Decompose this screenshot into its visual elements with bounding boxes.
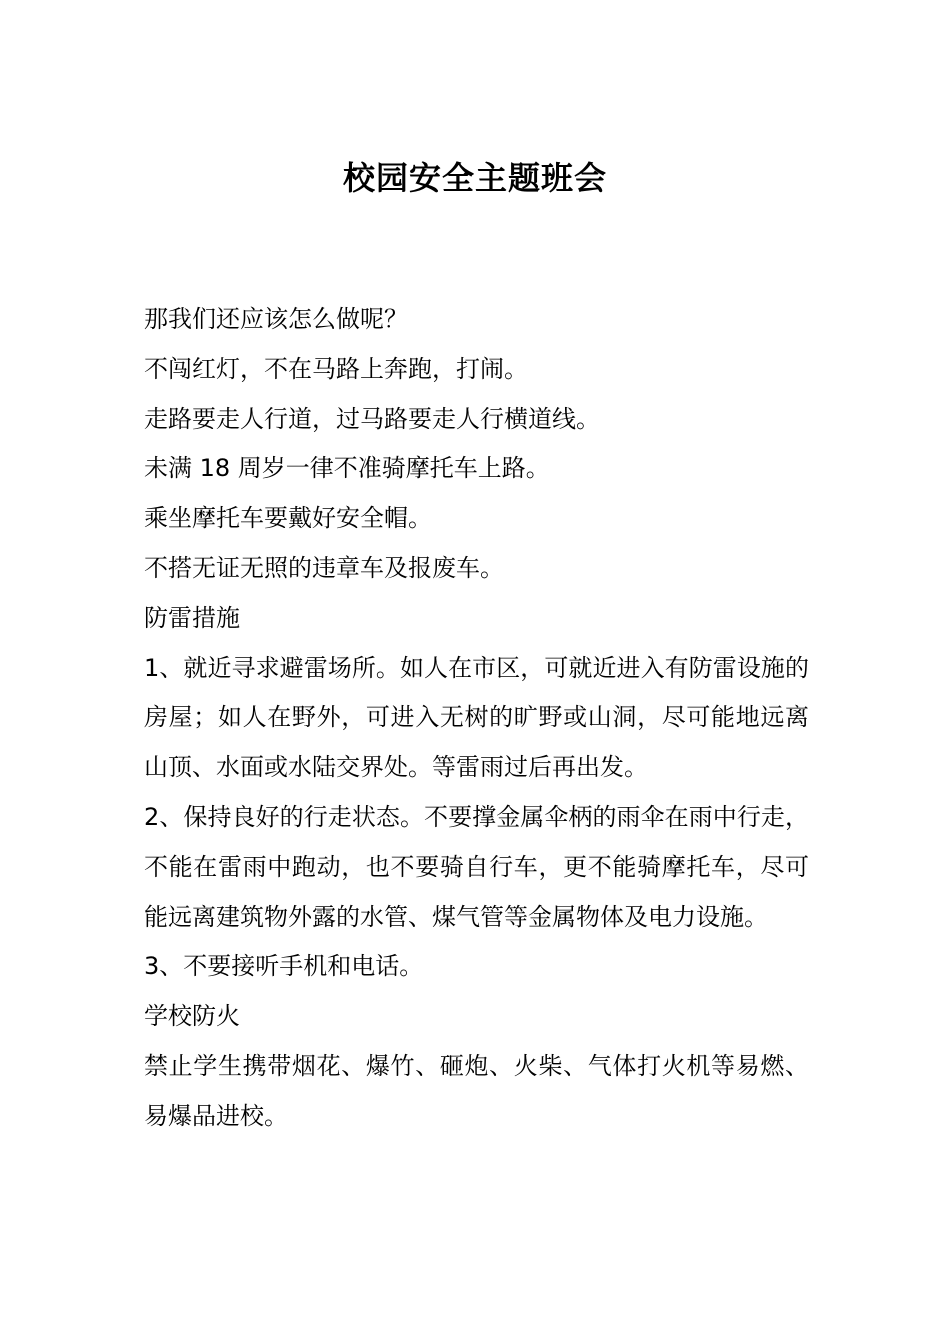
document-title: 校园安全主题班会 bbox=[342, 159, 607, 197]
document-body bbox=[144, 295, 809, 1142]
paragraph-traffic-rule-3: 未满 18 周岁一律不准骑摩托车上路。 bbox=[144, 454, 550, 483]
paragraph-fire-1: 禁止学生携带烟花、爆竹、砸炮、火柴、气体打火机等易燃、易爆品进校。 bbox=[144, 1051, 809, 1130]
paragraph-traffic-rule-4: 乘坐摩托车要戴好安全帽。 bbox=[144, 504, 432, 533]
paragraph-traffic-rule-2: 走路要走人行道，过马路要走人行横道线。 bbox=[144, 404, 600, 433]
paragraph-lightning-1: 1、就近寻求避雷场所。如人在市区，可就近进入有防雷设施的房屋；如人在野外，可进入无树的旷野或山洞，尽可能地远离山顶、水面或水陆交界处。等雷雨过后再出发。 bbox=[144, 653, 809, 782]
paragraph-traffic-rule-1: 不闯红灯，不在马路上奔跑，打闹。 bbox=[144, 354, 528, 383]
paragraph-lightning-2: 2、保持良好的行走状态。不要撑金属伞柄的雨伞在雨中行走，不能在雷雨中跑动，也不要骑自行车，更不能骑摩托车，尽可能远离建筑物外露的水管、煤气管等金属物体及电力设施。 bbox=[144, 802, 809, 931]
paragraph-lightning-3: 3、不要接听手机和电话。 bbox=[144, 952, 424, 981]
section-heading-lightning: 防雷措施 bbox=[144, 603, 240, 632]
paragraph-question: 那我们还应该怎么做呢？ bbox=[144, 305, 408, 333]
paragraph-traffic-rule-5: 不搭无证无照的违章车及报废车。 bbox=[144, 553, 504, 582]
section-heading-fire: 学校防火 bbox=[144, 1002, 240, 1031]
